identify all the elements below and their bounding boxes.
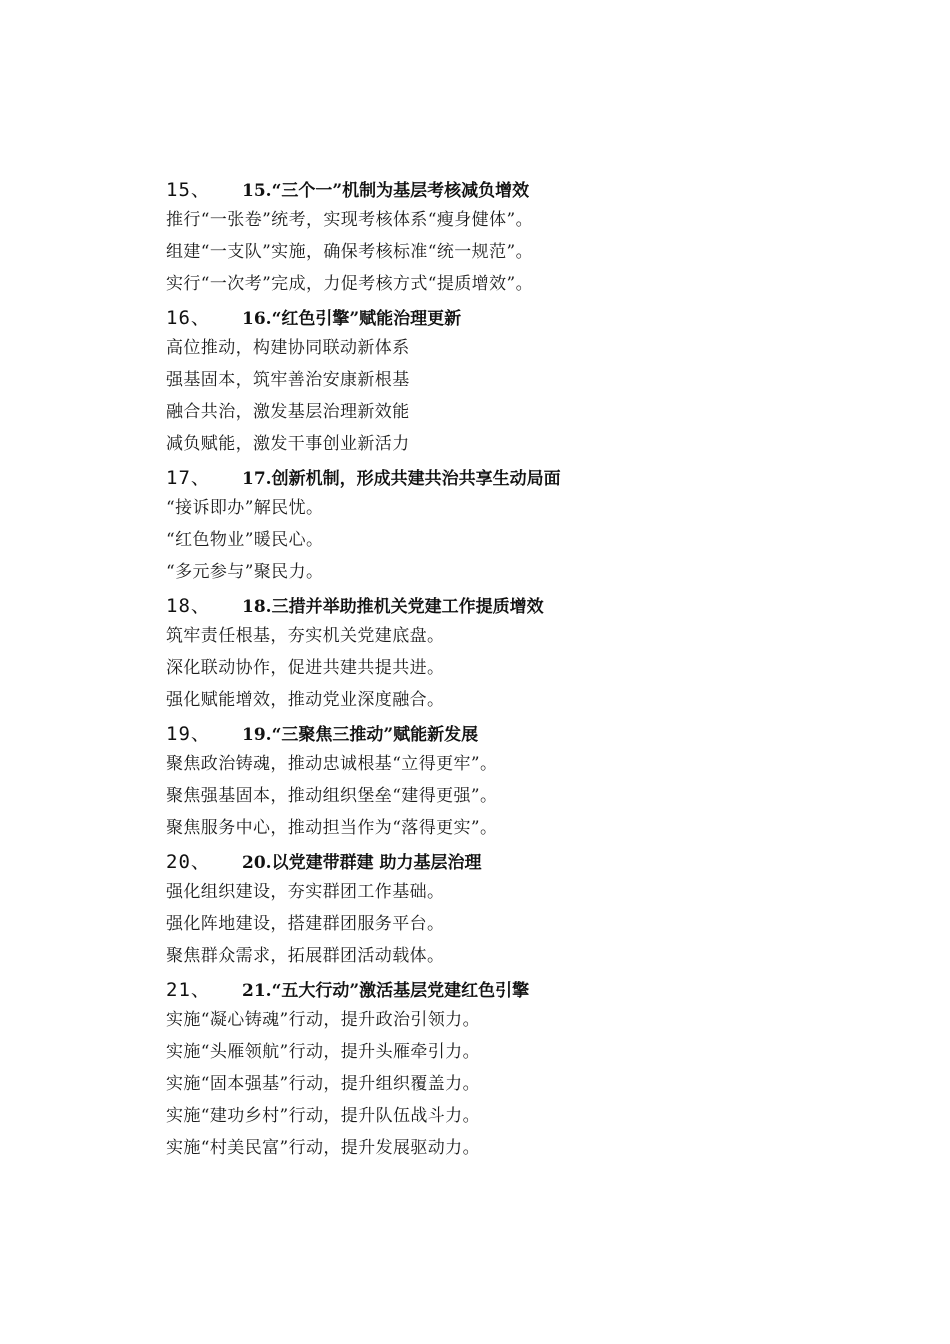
- section-20: [166, 844, 886, 972]
- section-line: 推行“一张卷”统考，实现考核体系“瘦身健体”。: [166, 210, 533, 230]
- section-15: [166, 172, 886, 300]
- section-line: 实行“一次考”完成，力促考核方式“提质增效”。: [166, 274, 533, 294]
- section-number: 19、: [166, 722, 211, 745]
- section-number: 18、: [166, 594, 211, 617]
- section-line: 融合共治，激发基层治理新效能: [166, 402, 410, 422]
- section-line: 强化组织建设，夯实群团工作基础。: [166, 882, 445, 902]
- section-title: 18.三措并举助推机关党建工作提质增效: [242, 596, 544, 617]
- section-number: 15、: [166, 178, 211, 201]
- section-heading: [166, 716, 886, 748]
- section-line: 强基固本，筑牢善治安康新根基: [166, 370, 410, 390]
- section-heading: [166, 588, 886, 620]
- section-line: 筑牢责任根基，夯实机关党建底盘。: [166, 626, 445, 646]
- document-body: [166, 172, 886, 1164]
- section-line: 聚焦政治铸魂，推动忠诚根基“立得更牢”。: [166, 754, 498, 774]
- section-line: 实施“村美民富”行动，提升发展驱动力。: [166, 1138, 480, 1158]
- section-line: “接诉即办”解民忧。: [166, 498, 324, 518]
- section-line: 实施“凝心铸魂”行动，提升政治引领力。: [166, 1010, 480, 1030]
- section-line: 实施“固本强基”行动，提升组织覆盖力。: [166, 1074, 480, 1094]
- section-title: 20.以党建带群建 助力基层治理: [242, 852, 482, 873]
- section-number: 20、: [166, 850, 211, 873]
- section-heading: [166, 460, 886, 492]
- section-title: 19.“三聚焦三推动”赋能新发展: [242, 724, 479, 745]
- section-heading: [166, 844, 886, 876]
- section-title: 21.“五大行动”激活基层党建红色引擎: [242, 980, 530, 1001]
- section-line: “红色物业”暖民心。: [166, 530, 324, 550]
- section-17: [166, 460, 886, 588]
- section-number: 17、: [166, 466, 211, 489]
- section-heading: [166, 300, 886, 332]
- section-line: 实施“头雁领航”行动，提升头雁牵引力。: [166, 1042, 480, 1062]
- section-title: 15.“三个一”机制为基层考核减负增效: [242, 180, 530, 201]
- section-title: 16.“红色引擎”赋能治理更新: [242, 308, 462, 329]
- section-line: 减负赋能，激发干事创业新活力: [166, 434, 410, 454]
- section-line: 高位推动，构建协同联动新体系: [166, 338, 410, 358]
- section-21: [166, 972, 886, 1164]
- section-heading: [166, 172, 886, 204]
- section-line: 聚焦服务中心，推动担当作为“落得更实”。: [166, 818, 498, 838]
- section-line: 实施“建功乡村”行动，提升队伍战斗力。: [166, 1106, 480, 1126]
- section-title: 17.创新机制，形成共建共治共享生动局面: [242, 468, 561, 489]
- section-number: 16、: [166, 306, 211, 329]
- section-line: 深化联动协作，促进共建共提共进。: [166, 658, 445, 678]
- section-line: 强化赋能增效，推动党业深度融合。: [166, 690, 445, 710]
- section-18: [166, 588, 886, 716]
- section-line: 强化阵地建设，搭建群团服务平台。: [166, 914, 445, 934]
- section-line: 聚焦强基固本，推动组织堡垒“建得更强”。: [166, 786, 498, 806]
- section-number: 21、: [166, 978, 211, 1001]
- section-line: 聚焦群众需求，拓展群团活动载体。: [166, 946, 445, 966]
- section-heading: [166, 972, 886, 1004]
- section-19: [166, 716, 886, 844]
- section-16: [166, 300, 886, 460]
- section-line: 组建“一支队”实施，确保考核标准“统一规范”。: [166, 242, 533, 262]
- section-line: “多元参与”聚民力。: [166, 562, 324, 582]
